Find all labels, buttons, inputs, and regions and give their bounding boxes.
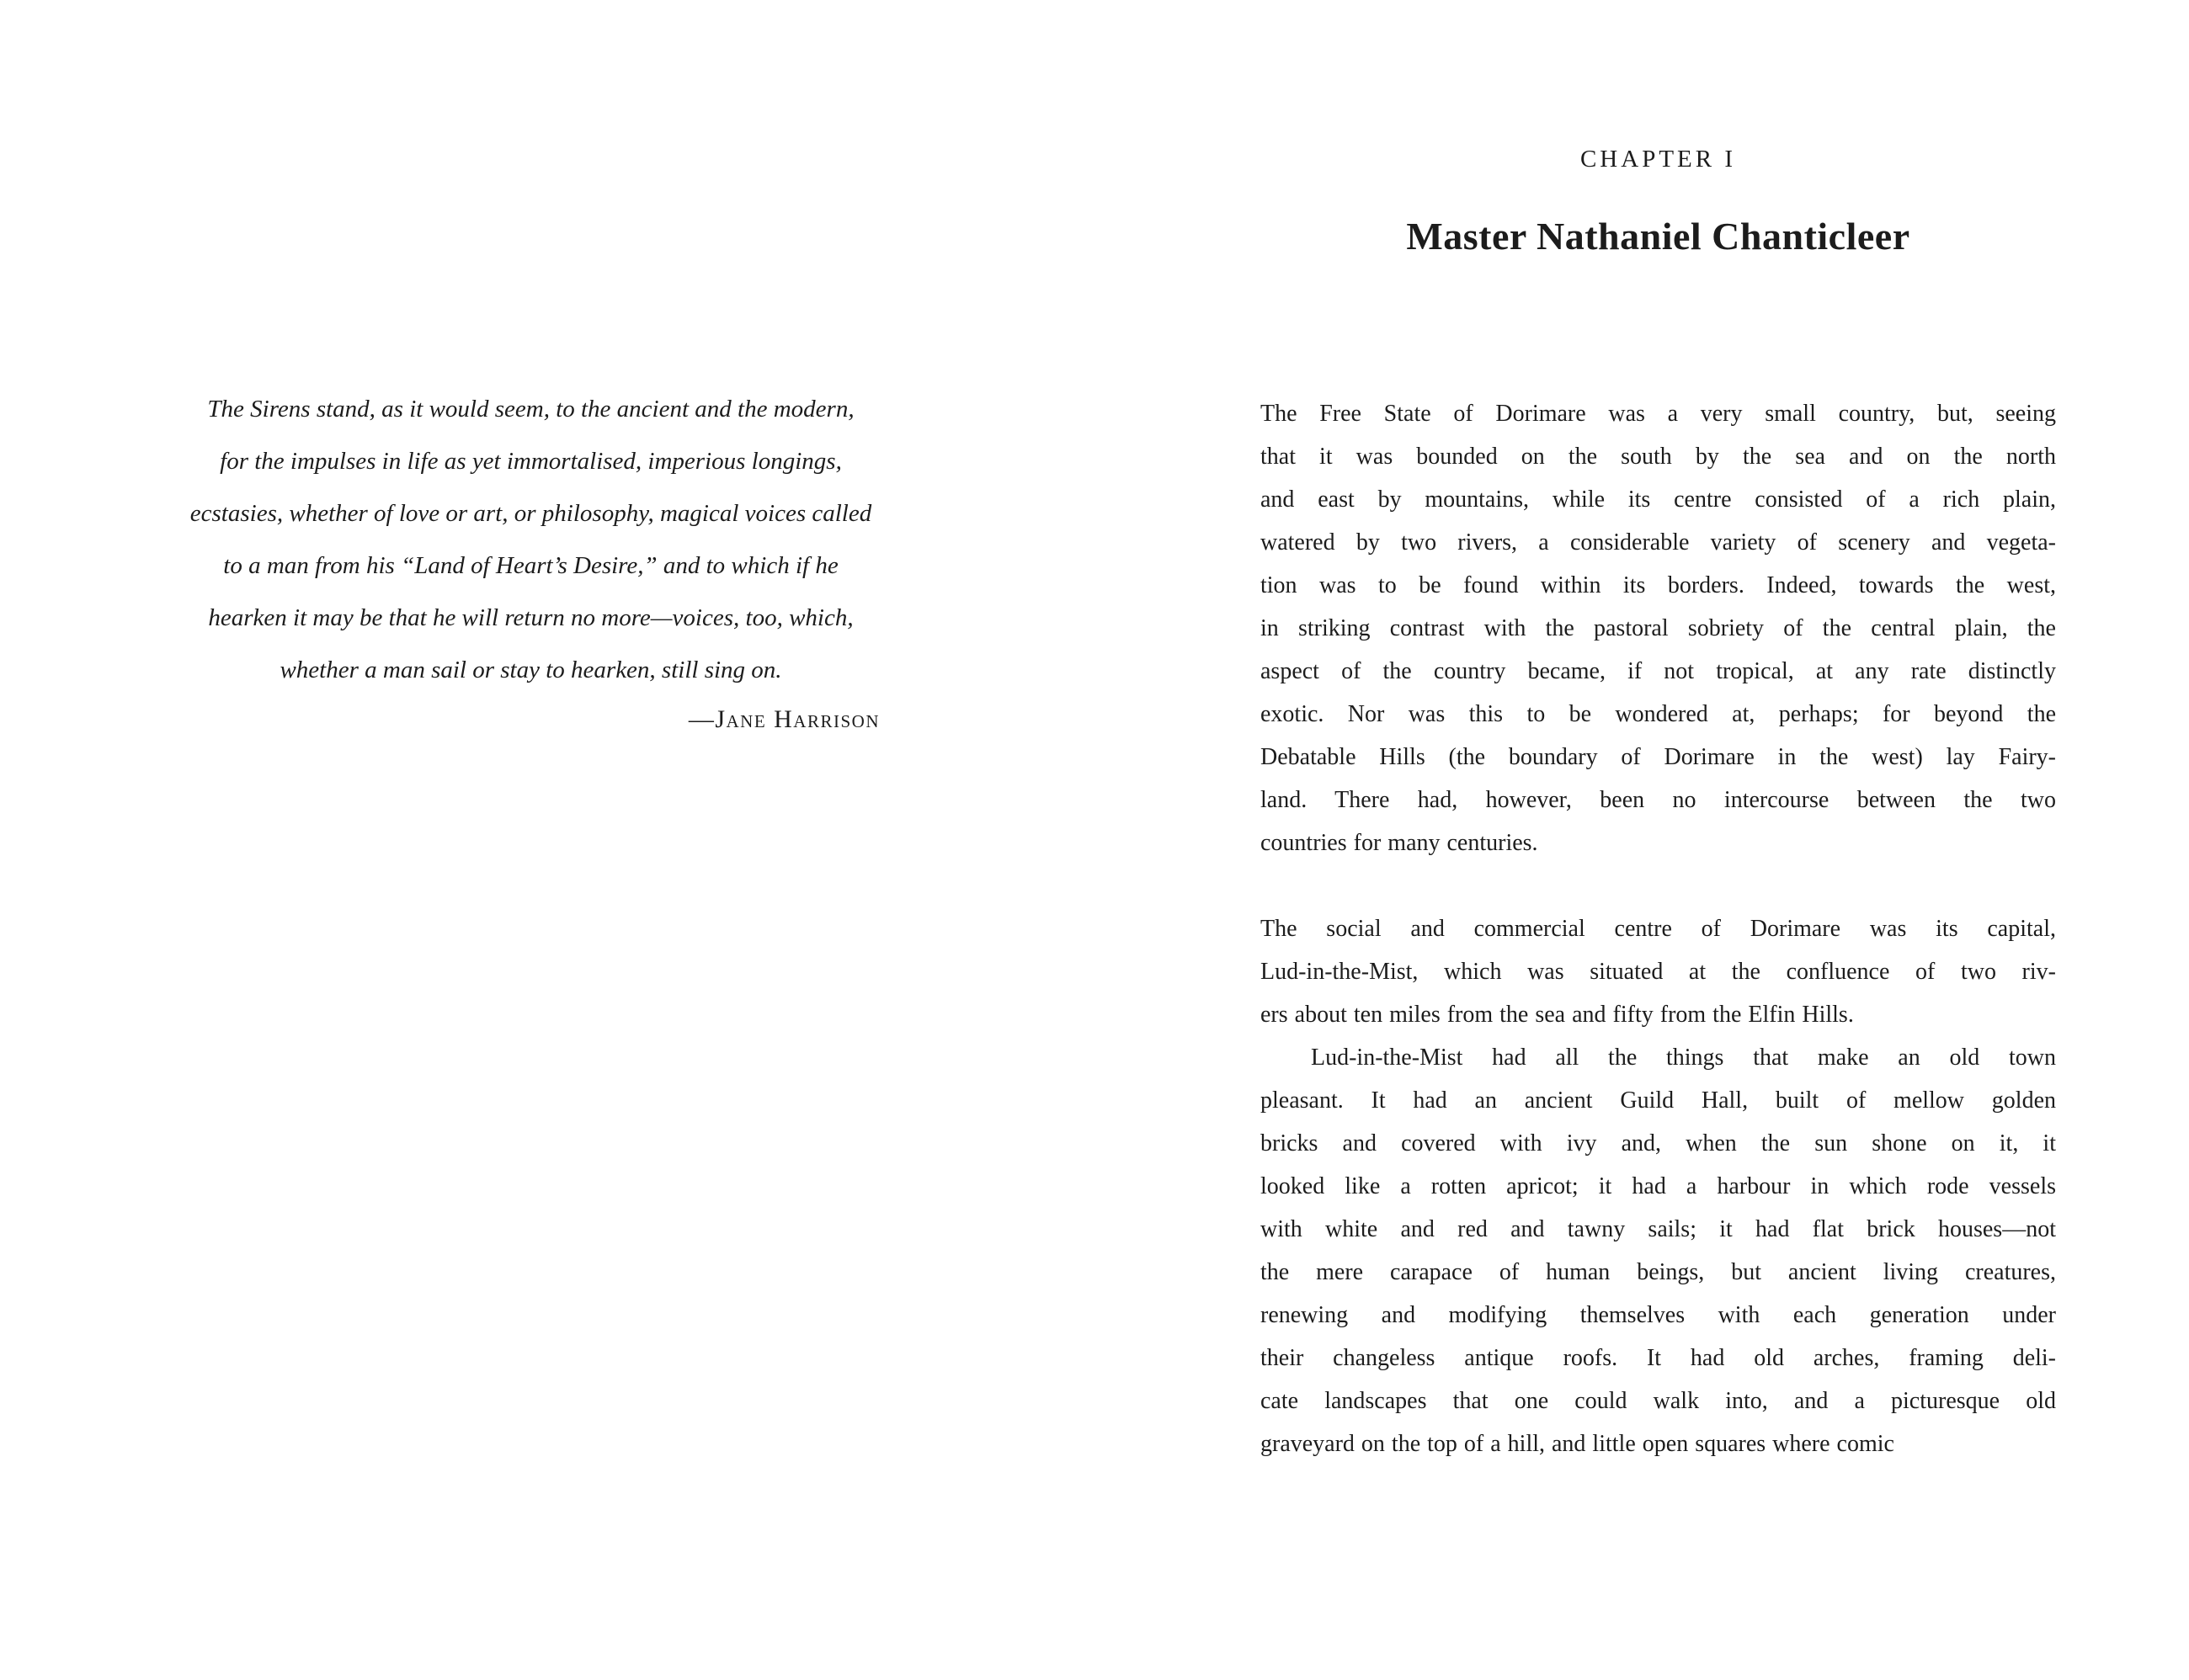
epigraph-line: whether a man sail or stay to hearken, still sing on.	[280, 657, 782, 683]
chapter-title: Master Nathaniel Chanticleer	[1406, 215, 1910, 258]
text-line: and east by mountains, while its centre consisted of a rich plain,	[1260, 486, 2056, 513]
text-line: aspect of the country became, if not tropical, at any rate distinctly	[1260, 658, 2056, 684]
text-line: Lud-in-the-Mist, which was situated at the confluence of two riv-	[1260, 959, 2056, 985]
epigraph	[133, 383, 929, 736]
text-line: Lud-in-the-Mist had all the things that make an old town	[1311, 1045, 2056, 1071]
text-line: renewing and modifying themselves with each generation under	[1260, 1302, 2056, 1328]
text-line: cate landscapes that one could walk into, and a picturesque old	[1260, 1388, 2056, 1414]
epigraph-line: The Sirens stand, as it would seem, to the ancient and the modern,	[207, 396, 855, 423]
text-line: looked like a rotten apricot; it had a harbour in which rode vessels	[1260, 1173, 2056, 1199]
epigraph-line: for the impulses in life as yet immortalised, imperious longings,	[220, 448, 842, 475]
text-line: exotic. Nor was this to be wondered at, perhaps; for beyond the	[1260, 701, 2056, 727]
paragraph	[1260, 1036, 2056, 1465]
epigraph-attribution: —Jane Harrison	[688, 705, 880, 733]
text-line: the mere carapace of human beings, but ancient living creatures,	[1260, 1259, 2056, 1285]
text-line: The social and commercial centre of Dorimare was its capital,	[1260, 916, 2056, 942]
text-line: watered by two rivers, a considerable variety of scenery and vegeta-	[1260, 529, 2056, 556]
text-line: tion was to be found within its borders. Indeed, towards the west,	[1260, 572, 2056, 598]
text-line: Debatable Hills (the boundary of Dorimare in the west) lay Fairy-	[1260, 744, 2056, 770]
chapter-body	[1260, 392, 2056, 1465]
epigraph-line: ecstasies, whether of love or art, or philosophy, magical voices called	[189, 500, 872, 527]
text-line: with white and red and tawny sails; it had flat brick houses—not	[1260, 1216, 2056, 1242]
text-line: that it was bounded on the south by the sea and on the north	[1260, 444, 2056, 470]
text-line: bricks and covered with ivy and, when the sun shone on it, it	[1260, 1130, 2056, 1156]
paragraph	[1260, 907, 2056, 1036]
paragraph	[1260, 392, 2056, 864]
left-page	[0, 0, 1094, 1680]
text-line: countries for many centuries.	[1260, 830, 1538, 856]
text-line: graveyard on the top of a hill, and little open squares where comic	[1260, 1431, 1894, 1457]
epigraph-line: to a man from his “Land of Heart’s Desire,” and to which if he	[223, 552, 839, 579]
chapter-label: CHAPTER I	[1579, 146, 1737, 173]
text-line: land. There had, however, been no intercourse between the two	[1260, 787, 2056, 813]
text-line: their changeless antique roofs. It had old arches, framing deli-	[1260, 1345, 2056, 1371]
epigraph-line: hearken it may be that he will return no more—voices, too, which,	[208, 604, 854, 631]
text-line: The Free State of Dorimare was a very small country, but, seeing	[1260, 401, 2056, 427]
right-page	[1094, 0, 2189, 1680]
text-line: in striking contrast with the pastoral sobriety of the central plain, the	[1260, 615, 2056, 641]
text-line: pleasant. It had an ancient Guild Hall, built of mellow golden	[1260, 1087, 2056, 1114]
text-line: ers about ten miles from the sea and fifty from the Elfin Hills.	[1260, 1002, 1854, 1028]
epigraph-lines	[133, 383, 929, 696]
